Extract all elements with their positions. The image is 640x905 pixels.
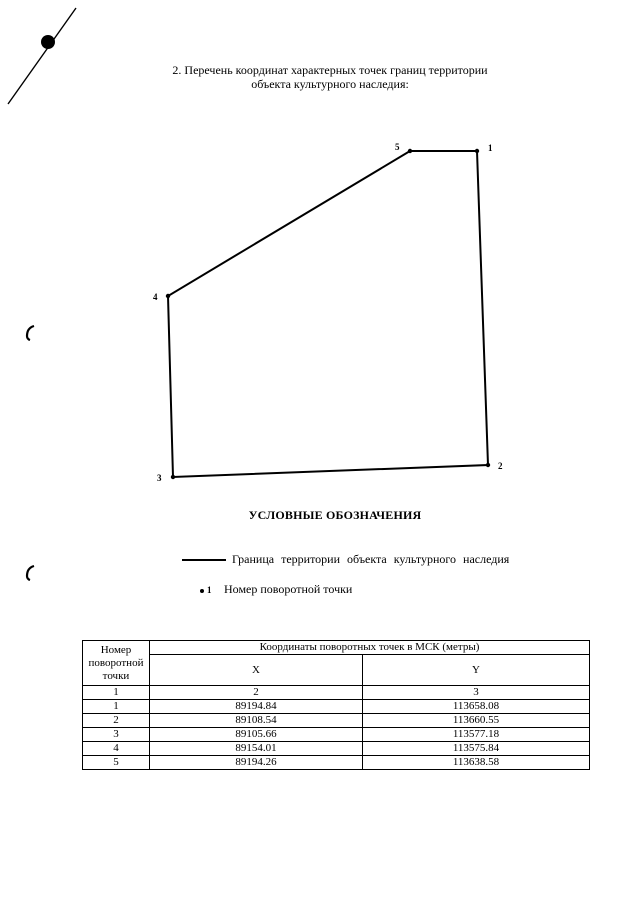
- cell-number: 1: [83, 700, 150, 714]
- cell-x: 89105.66: [150, 728, 363, 742]
- coordinates-table: [82, 640, 590, 770]
- legend-point-entry: [200, 582, 352, 597]
- point-label-4: 4: [153, 292, 158, 302]
- cell-y: 113658.08: [363, 700, 590, 714]
- cell-number: 5: [83, 756, 150, 770]
- cell-number: 4: [83, 742, 150, 756]
- legend-boundary-line: [182, 559, 226, 561]
- turning-point-5: [408, 149, 412, 153]
- turning-point-4: [166, 294, 170, 298]
- legend-point-text: Номер поворотной точки: [224, 582, 353, 596]
- boundary-polygon: [168, 151, 488, 477]
- header-point-number: Номер поворотной точки: [83, 641, 150, 686]
- header-y: Y: [363, 655, 590, 686]
- legend-point-dot: [200, 589, 204, 593]
- index-cell: 1: [83, 686, 150, 700]
- point-label-5: 5: [395, 142, 400, 152]
- legend-title: УСЛОВНЫЕ ОБОЗНАЧЕНИЯ: [248, 508, 422, 522]
- legend-boundary-entry: [182, 552, 509, 567]
- cell-y: 113575.84: [363, 742, 590, 756]
- table-row: [83, 728, 590, 742]
- cell-y: 113660.55: [363, 714, 590, 728]
- index-cell: 3: [363, 686, 590, 700]
- cell-number: 3: [83, 728, 150, 742]
- turning-point-3: [171, 475, 175, 479]
- cell-number: 2: [83, 714, 150, 728]
- cell-x: 89194.84: [150, 700, 363, 714]
- cell-y: 113577.18: [363, 728, 590, 742]
- header-coordinates: Координаты поворотных точек в МСК (метры): [150, 641, 590, 655]
- title-line-2: объекта культурного наследия:: [251, 77, 409, 91]
- title-line-1: 2. Перечень координат характерных точек границ территории: [172, 63, 488, 77]
- legend-point-sample: [200, 585, 224, 595]
- table-row: [83, 714, 590, 728]
- point-label-3: 3: [157, 473, 162, 483]
- turning-point-2: [486, 463, 490, 467]
- cell-x: 89194.26: [150, 756, 363, 770]
- index-cell: 2: [150, 686, 363, 700]
- point-label-1: 1: [488, 143, 493, 153]
- turning-point-1: [475, 149, 479, 153]
- point-label-2: 2: [498, 461, 503, 471]
- legend-boundary-text: Граница территории объекта культурного наследия: [232, 552, 510, 566]
- table-index-row: [83, 686, 590, 700]
- table-row: [83, 756, 590, 770]
- table-row: [83, 700, 590, 714]
- legend-point-sample-label: 1: [207, 585, 212, 595]
- cell-x: 89108.54: [150, 714, 363, 728]
- cell-x: 89154.01: [150, 742, 363, 756]
- table-row: [83, 742, 590, 756]
- header-x: X: [150, 655, 363, 686]
- cell-y: 113638.58: [363, 756, 590, 770]
